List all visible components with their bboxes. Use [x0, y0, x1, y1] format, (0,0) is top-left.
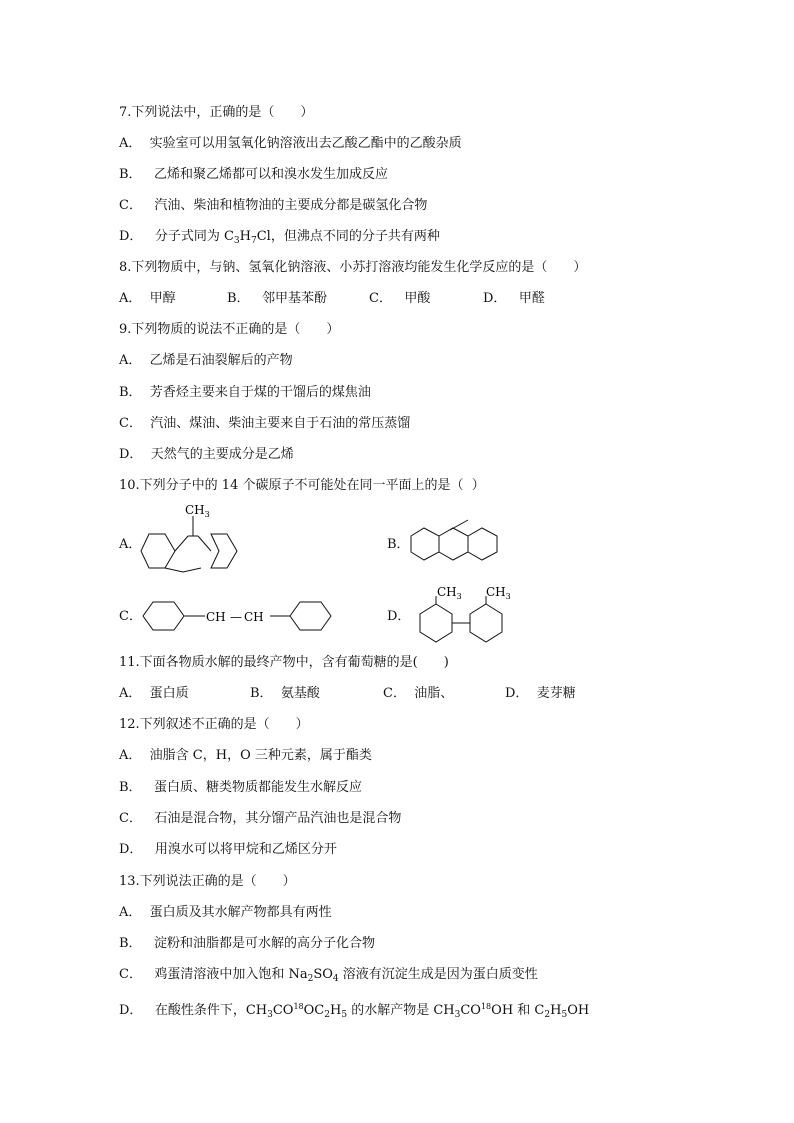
q11-options	[119, 686, 679, 702]
q7-option-a: A． 实验室可以用氢氧化钠溶液出去乙酸乙酯中的乙酸杂质	[119, 136, 462, 151]
q13-stem: 13.下列说法正确的是（ ）	[119, 874, 296, 889]
q9-option-b: B． 芳香烃主要来自于煤的干馏后的煤焦油	[119, 385, 371, 400]
q13-option-c: C． 鸡蛋清溶液中加入饱和 $Na_2SO_4$ 溶液有沉淀生成是因为蛋白质变性	[119, 967, 538, 984]
q10-option-d-label: D．	[387, 609, 411, 624]
q13-option-b: B． 淀粉和油脂都是可水解的高分子化合物	[119, 936, 375, 951]
q8-option-d: D． 甲醛	[483, 291, 545, 306]
q10-option-c-label: C．	[119, 609, 142, 624]
q8-options	[119, 291, 679, 307]
q12-option-a: A． 油脂含 C，H，O 三种元素，属于酯类	[119, 748, 372, 763]
q7-option-c: C． 汽油、柴油和植物油的主要成分都是碳氢化合物	[119, 198, 428, 213]
q12-option-b: B． 蛋白质、糖类物质都能发生水解反应	[119, 780, 362, 795]
q7-option-d: D． 分子式同为 $C_3H_7Cl$，但沸点不同的分子共有两种	[119, 229, 440, 246]
q9-option-a: A． 乙烯是石油裂解后的产物	[119, 353, 293, 368]
q12-option-c: C． 石油是混合物，其分馏产品汽油也是混合物	[119, 811, 402, 826]
q12-stem: 12.下列叙述不正确的是（ ）	[119, 717, 309, 732]
q9-option-c: C． 汽油、煤油、柴油主要来自于石油的常压蒸馏	[119, 416, 411, 431]
q10-structure-d	[410, 586, 522, 646]
q13-option-d: D． 在酸性条件下，$CH_3CO^{18}OC_2H_5$ 的水解产物是 $CH_3CO^{18}OH$ 和 $C_2H_5OH$	[119, 1002, 590, 1020]
q10-c-ch-right: CH	[244, 610, 264, 624]
q10-structure-b	[410, 518, 518, 568]
q13-option-a: A． 蛋白质及其水解产物都具有两性	[119, 905, 332, 920]
q8-option-b: B． 邻甲基苯酚	[227, 291, 327, 306]
q11-stem: 11.下面各物质水解的最终产物中，含有葡萄糖的是( )	[119, 655, 449, 670]
q7-stem: 7.下列说法中，正确的是（ ）	[119, 105, 314, 120]
q12-option-d: D． 用溴水可以将甲烷和乙烯区分开	[119, 842, 337, 857]
q10-structure-a	[138, 502, 242, 584]
q10-c-ch-left: CH	[206, 610, 226, 624]
q7-option-b: B． 乙烯和聚乙烯都可以和溴水发生加成反应	[119, 167, 388, 182]
q10-stem: 10.下列分子中的 14 个碳原子不可能处在同一平面上的是（ ）	[119, 478, 485, 493]
q10-d-ch3-left: $CH_3$	[437, 586, 462, 601]
q8-option-a: A． 甲醇	[119, 291, 176, 306]
q10-option-a-label: A．	[119, 537, 142, 552]
q9-stem: 9.下列物质的说法不正确的是（ ）	[119, 322, 340, 337]
q11-option-c: C． 油脂、	[383, 686, 454, 701]
q11-option-b: B． 氨基酸	[250, 686, 320, 701]
q8-stem: 8.下列物质中，与钠、氢氧化钠溶液、小苏打溶液均能发生化学反应的是（ ）	[119, 260, 587, 275]
q9-option-d: D． 天然气的主要成分是乙烯	[119, 447, 294, 462]
q8-option-c: C． 甲酸	[369, 291, 431, 306]
q10-structure-c	[140, 597, 335, 635]
q11-option-d: D． 麦芽糖	[505, 686, 576, 701]
q10-c-bond: —	[230, 610, 242, 624]
q10-option-b-label: B．	[387, 537, 410, 552]
q10-d-ch3-right: $CH_3$	[486, 586, 511, 601]
q10-a-ch3: $CH_3$	[185, 503, 210, 519]
q11-option-a: A． 蛋白质	[119, 686, 189, 701]
